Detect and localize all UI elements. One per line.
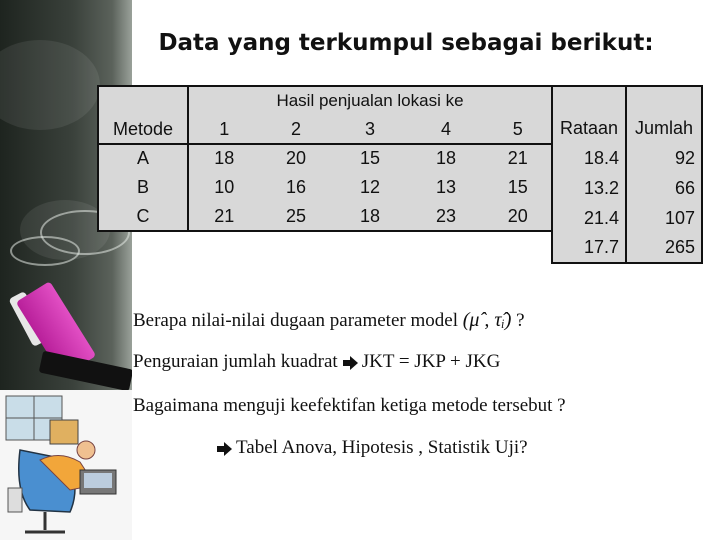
- value-cell: 21: [188, 202, 260, 231]
- value-cell: 20: [260, 144, 332, 173]
- value-cell: 10: [188, 173, 260, 202]
- method-header: Metode: [98, 115, 188, 144]
- sum-cell: 107: [626, 203, 702, 233]
- table-row: [98, 202, 552, 231]
- question-parameters: Berapa nilai-nilai dugaan parameter model (μ̂ , τ̂ᵢ) ?: [133, 309, 525, 331]
- table-row: [98, 144, 552, 173]
- arrow-right-icon: [217, 442, 231, 456]
- summary-top-spacer: [552, 86, 626, 113]
- location-header: 3: [332, 115, 408, 144]
- sum-header: Jumlah: [626, 113, 702, 143]
- value-cell: 18: [332, 202, 408, 231]
- location-header: 5: [484, 115, 552, 144]
- value-cell: 23: [408, 202, 484, 231]
- anova-line: Tabel Anova, Hipotesis , Statistik Uji?: [212, 437, 528, 459]
- value-cell: 18: [188, 144, 260, 173]
- mean-cell: 21.4: [552, 203, 626, 233]
- sum-of-squares-line: Penguraian jumlah kuadrat JKT = JKP + JKG: [133, 351, 501, 372]
- value-cell: 13: [408, 173, 484, 202]
- method-cell: A: [98, 144, 188, 173]
- value-cell: 21: [484, 144, 552, 173]
- method-cell: C: [98, 202, 188, 231]
- page-title: Data yang terkumpul sebagai berikut:: [158, 30, 654, 56]
- table-corner-cell: [98, 86, 188, 115]
- value-cell: 12: [332, 173, 408, 202]
- summary-table: [551, 85, 703, 264]
- value-cell: 20: [484, 202, 552, 231]
- sum-cell: 265: [626, 233, 702, 263]
- mean-header: Rataan: [552, 113, 626, 143]
- value-cell: 15: [484, 173, 552, 202]
- summary-top-spacer: [626, 86, 702, 113]
- location-header: 1: [188, 115, 260, 144]
- value-cell: 25: [260, 202, 332, 231]
- table-row: [552, 233, 702, 263]
- table-row: [552, 173, 702, 203]
- mean-cell: 17.7: [552, 233, 626, 263]
- location-header: 2: [260, 115, 332, 144]
- arrow-right-icon: [343, 356, 357, 370]
- person-at-desk-icon: [0, 390, 132, 540]
- method-cell: B: [98, 173, 188, 202]
- sum-cell: 66: [626, 173, 702, 203]
- location-group-header: Hasil penjualan lokasi ke: [188, 86, 552, 115]
- sales-table: [97, 85, 553, 232]
- value-cell: 15: [332, 144, 408, 173]
- location-header: 4: [408, 115, 484, 144]
- value-cell: 16: [260, 173, 332, 202]
- question-effectiveness: Bagaimana menguji keefektifan ketiga metode tersebut ?: [133, 395, 566, 416]
- value-cell: 18: [408, 144, 484, 173]
- mean-cell: 13.2: [552, 173, 626, 203]
- table-row: [552, 203, 702, 233]
- table-row: [98, 173, 552, 202]
- sum-cell: 92: [626, 143, 702, 173]
- parameter-formula: (μ̂ , τ̂ᵢ): [462, 309, 512, 331]
- mean-cell: 18.4: [552, 143, 626, 173]
- table-row: [552, 143, 702, 173]
